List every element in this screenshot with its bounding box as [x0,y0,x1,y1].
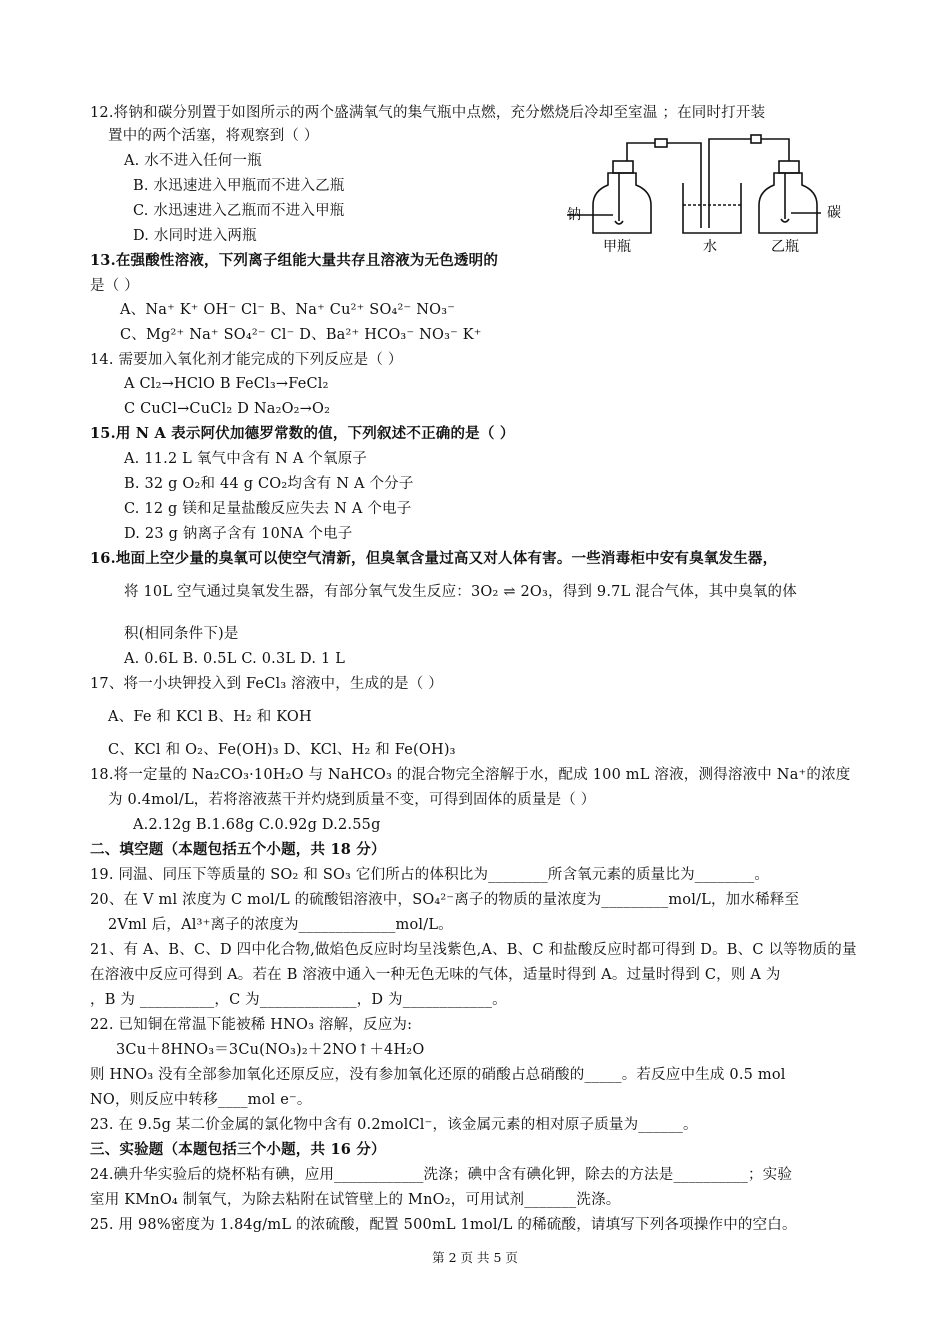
text-line: A.2.12g B.1.68g C.0.92g D.2.55g [133,817,381,833]
label-flask-yi: 乙瓶 [771,239,799,255]
text-line: 在溶液中反应可得到 A。若在 B 溶液中通入一种无色无味的气体，适量时得到 A。过量时得到 C，则 A 为 [90,967,781,983]
text-line: 将 10L 空气通过臭氧发生器，有部分氧气发生反应：3O₂ ⇌ 2O₃，得到 9.7L 混合气体，其中臭氧的体 [124,584,797,600]
text-line: 15.用 N A 表示阿伏加德罗常数的值，下列叙述不正确的是（ ） [90,425,515,442]
text-line: 二、填空题（本题包括五个小题，共 18 分） [90,841,386,858]
text-line: 为 0.4mol/L，若将溶液蒸干并灼烧到质量不变，可得到固体的质量是（ ） [108,792,596,808]
text-line: D. 23 g 钠离子含有 10NA 个电子 [124,526,353,542]
text-line: 19. 同温、同压下等质量的 SO₂ 和 SO₃ 它们所占的体积比为________所含氧元素的质量比为________。 [90,867,770,883]
text-line: 25. 用 98%密度为 1.84g/mL 的浓硫酸，配置 500mL 1mol/L 的稀硫酸，请填写下列各项操作中的空白。 [90,1217,797,1233]
text-line: A. 11.2 L 氧气中含有 N A 个氧原子 [124,451,368,467]
text-line: 24.碘升华实验后的烧杯粘有碘，应用____________洗涤；碘中含有碘化钾，除去的方法是__________；实验 [90,1167,793,1183]
label-water: 水 [703,239,717,255]
text-line: 16.地面上空少量的臭氧可以使空气清新，但臭氧含量过高又对人体有害。一些消毒柜中安有臭氧发生器， [90,550,778,567]
text-line: 23. 在 9.5g 某二价金属的氯化物中含有 0.2molCl⁻，该金属元素的相对原子质量为______。 [90,1117,698,1133]
text-line: 21、有 A、B、C、D 四中化合物,做焰色反应时均呈浅紫色,A、B、C 和盐酸反应时都可得到 D。B、C 以等物质的量 [90,942,857,958]
text-line: A、Na⁺ K⁺ OH⁻ Cl⁻ B、Na⁺ Cu²⁺ SO₄²⁻ NO₃⁻ [120,302,456,318]
text-line: A. 水不进入任何一瓶 [124,153,262,169]
text-line: 22. 已知铜在常温下能被稀 HNO₃ 溶解，反应为: [90,1017,413,1033]
text-line: A Cl₂→HClO B FeCl₃→FeCl₂ [124,376,329,392]
label-flask-jia: 甲瓶 [603,239,631,255]
text-line: A、Fe 和 KCl B、H₂ 和 KOH [108,709,312,725]
text-line: 13.在强酸性溶液，下列离子组能大量共存且溶液为无色透明的 [90,252,499,269]
text-line: A. 0.6L B. 0.5L C. 0.3L D. 1 L [124,651,346,667]
text-line: 18.将一定量的 Na₂CO₃·10H₂O 与 NaHCO₃ 的混合物完全溶解于水，配成 100 mL 溶液，测得溶液中 Na⁺的浓度 [90,767,851,783]
text-line: 积(相同条件下)是 [124,626,239,642]
apparatus-figure [563,133,863,255]
label-carbon: 碳 [827,205,841,221]
text-line: 14. 需要加入氧化剂才能完成的下列反应是（ ） [90,352,403,368]
text-line: 则 HNO₃ 没有全部参加氧化还原反应，没有参加氧化还原的硝酸占总硝酸的_____。若反应中生成 0.5 mol [90,1067,786,1083]
text-line: D. 水同时进入两瓶 [133,228,257,244]
text-line: C. 水迅速进入乙瓶而不进入甲瓶 [133,203,345,219]
label-sodium: 钠 [567,207,581,223]
text-line: 3Cu＋8HNO₃＝3Cu(NO₃)₂＋2NO↑＋4H₂O [116,1042,425,1058]
text-line: 室用 KMnO₄ 制氧气，为除去粘附在试管壁上的 MnO₂，可用试剂_______洗涤。 [90,1192,621,1208]
text-line: 2Vml 后，Al³⁺离子的浓度为_____________mol/L。 [108,917,453,933]
text-line: NO，则反应中转移____mol e⁻。 [90,1092,312,1108]
text-line: ，B 为 __________，C 为_____________，D 为____________。 [90,992,507,1008]
text-line: 12.将钠和碳分别置于如图所示的两个盛满氧气的集气瓶中点燃，充分燃烧后冷却至室温 ；在同时打开装 [90,105,766,121]
text-line: B. 水迅速进入甲瓶而不进入乙瓶 [133,178,345,194]
text-line: 置中的两个活塞，将观察到（ ） [108,128,319,144]
text-line: B. 32 g O₂和 44 g CO₂均含有 N A 个分子 [124,476,414,492]
text-line: C. 12 g 镁和足量盐酸反应失去 N A 个电子 [124,501,412,517]
text-line: 20、在 V ml 浓度为 C mol/L 的硫酸铝溶液中，SO₄²⁻离子的物质的量浓度为_________mol/L，加水稀释至 [90,892,800,908]
text-line: 三、实验题（本题包括三个小题，共 16 分） [90,1141,386,1158]
text-line: 是（ ） [90,278,139,294]
text-line: 17、将一小块钾投入到 FeCl₃ 溶液中，生成的是（ ） [90,676,443,692]
text-line: C、Mg²⁺ Na⁺ SO₄²⁻ Cl⁻ D、Ba²⁺ HCO₃⁻ NO₃⁻ K⁺ [120,327,482,343]
text-line: C、KCl 和 O₂、Fe(OH)₃ D、KCl、H₂ 和 Fe(OH)₃ [108,742,456,758]
text-line: C CuCl→CuCl₂ D Na₂O₂→O₂ [124,401,331,417]
page-footer: 第 2 页 共 5 页 [432,1250,518,1265]
